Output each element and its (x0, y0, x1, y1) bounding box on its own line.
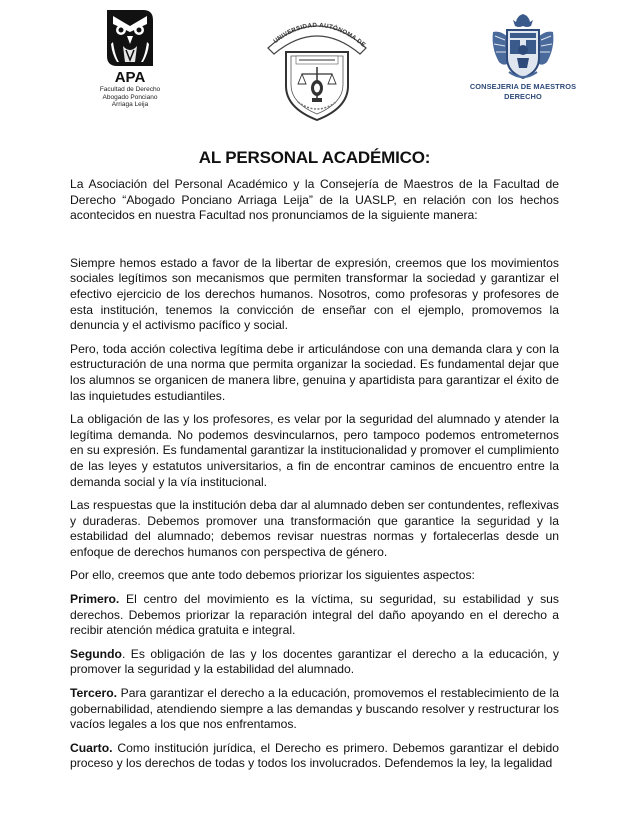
point-label: Cuarto. (70, 740, 113, 755)
document-body (70, 177, 559, 780)
paragraph-3: La obligación de las y los profesores, es velar por la seguridad del alumnado y atender la legítima demanda. No podemos desvincularnos, pero tampoco podemos entrometernos en su expresión. Es fundamental garantizar la institucionalidad y promover el cumplimiento de las leyes y estatutos universitarios, a fin de encontrar caminos de encuentro entre la demanda social y la vía institucional. (70, 412, 559, 489)
point-text: Como institución jurídica, el Derecho es primero. Debemos garantizar el debido proceso y los derechos de todas y todos los involucrados. Defendemos la ley, la legalidad (70, 740, 559, 771)
consejeria-logo-text-1: CONSEJERIA DE MAESTROS (469, 82, 577, 91)
apa-logo-title: APA (114, 69, 146, 86)
paragraph-4: Las respuestas que la institución deba dar al alumnado deben ser contundentes, reflexivas y duraderas. Debemos promover una transformación que garantice la seguridad y la estabilidad del alumnado; debemos revisar nuestras normas y fortalecerlas desde un enfoque de derechos humanos con perspectiva de género. (70, 498, 559, 559)
point-tercero (70, 686, 559, 733)
point-text: . Es obligación de las y los docentes garantizar el derecho a la educación, y promover la seguridad y la estabilidad del alumnado. (70, 646, 559, 677)
point-label: Tercero. (70, 686, 118, 701)
uaslp-arc-text: UNIVERSIDAD AUTÓNOMA DE (272, 21, 367, 49)
paragraph-2: Pero, toda acción colectiva legítima debe ir articulándose con una demanda clara y con la estructuración de una norma que permita organizar la sociedad. Es fundamental dejar que los alumnos se organicen de manera libre, genuina y apartidista para garantizar el éxito de las inquietudes estudiantiles. (70, 341, 559, 403)
paragraph-5: Por ello, creemos que ante todo debemos priorizar los siguientes aspectos: (70, 568, 475, 583)
apa-logo (82, 8, 178, 123)
intro-paragraph: La Asociación del Personal Académico y la Consejería de Maestros de la Facultad de Derecho “Abogado Ponciano Arriaga Leija” de la UASLP, en relación con los hechos acontecidos en nuestra Facultad nos pronunciamos de la siguiente manera: (70, 177, 559, 223)
point-label: Segundo (70, 646, 122, 661)
eagle-coat-of-arms-icon (489, 12, 557, 82)
apa-logo-subtitle-2: Abogado Ponciano (102, 93, 158, 101)
point-segundo (70, 647, 559, 678)
apa-logo-subtitle-1: Facultad de Derecho (99, 86, 161, 93)
point-text: Para garantizar el derecho a la educación, promovemos el restablecimiento de la gobernabilidad, atendiendo siempre a las demandas y buscando resolver y restructurar los vacíos legales a los que nos enfrentamos. (70, 686, 559, 732)
point-primero (70, 592, 559, 639)
point-cuarto (70, 741, 559, 772)
point-text: El centro del movimiento es la víctima, su seguridad, su estabilidad y sus derechos. Debemos priorizar la reparación integral del daño apoyando en el derecho a recibir atención médica gratuita e integral. (70, 592, 559, 638)
document-title: AL PERSONAL ACADÉMICO: (198, 148, 431, 167)
consejeria-logo (468, 12, 578, 112)
apa-logo-subtitle-3: Arriaga Leija (111, 101, 149, 108)
university-shield-icon (264, 12, 370, 124)
consejeria-logo-text-2: DERECHO (504, 92, 542, 101)
uaslp-logo (264, 12, 370, 124)
paragraph-1: Siempre hemos estado a favor de la libertar de expresión, creemos que los movimientos sociales legítimos son mecanismos que permiten transformar la sociedad y garantizar el efectivo ejercicio de los derechos humanos. Nosotros, como profesoras y profesores de esta institución, tenemos la convicción de enseñar con el ejemplo, promovemos la denuncia y el activismo pacífico y social. (70, 255, 559, 333)
point-label: Primero. (70, 592, 120, 607)
owl-icon (105, 8, 155, 68)
